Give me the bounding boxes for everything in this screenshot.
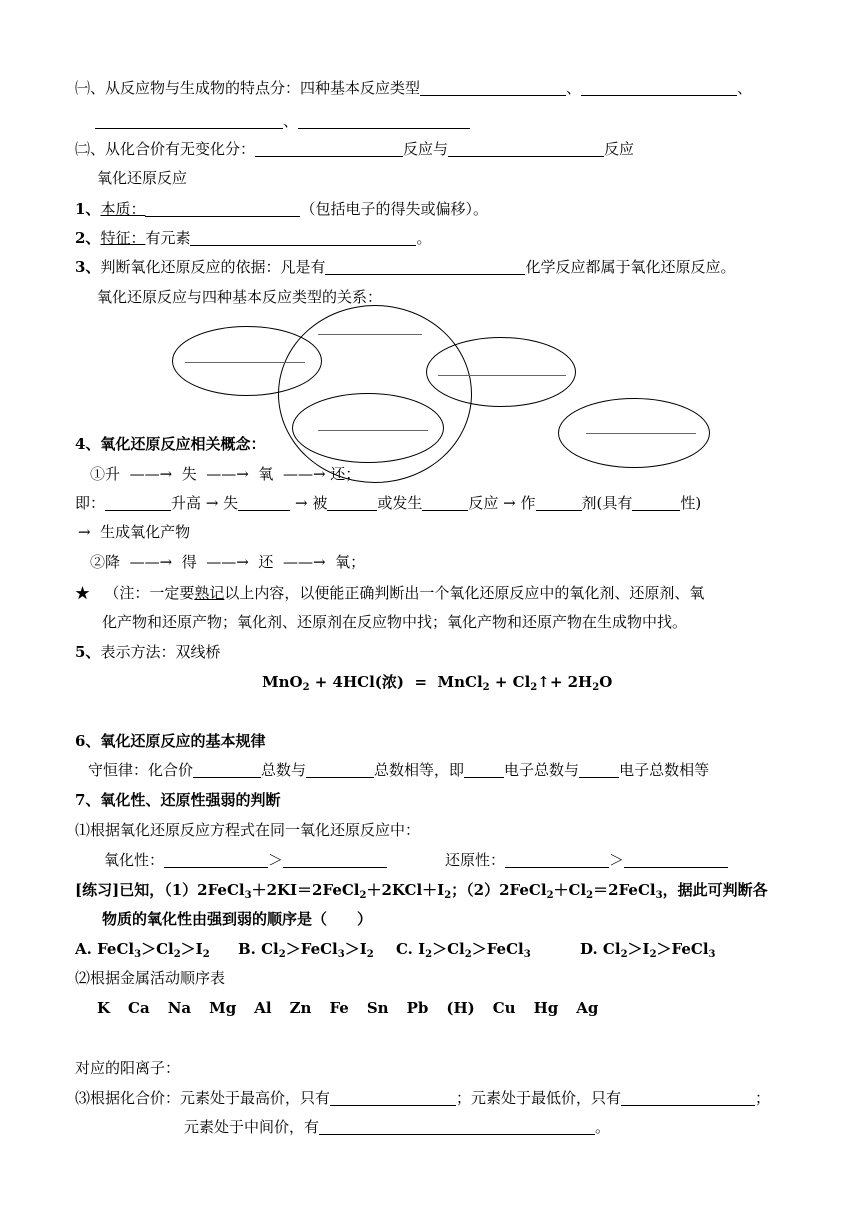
blank-12[interactable] — [327, 495, 377, 511]
classification-basic-line: ㈠、从反应物与生成物的特点分：四种基本反应类型 、 、 — [75, 79, 753, 97]
metal-zn: Zn — [289, 999, 312, 1017]
blank-18[interactable] — [464, 762, 504, 778]
blank-21[interactable] — [283, 852, 387, 868]
relation-title: 氧化还原反应与四种基本反应类型的关系： — [97, 288, 383, 306]
classification-valence-line: ㈡、从化合价有无变化分： 反应与 反应 — [75, 140, 635, 158]
blank-19[interactable] — [579, 762, 619, 778]
method-1: ⑴根据氧化还原反应方程式在同一氧化还原反应中： — [75, 821, 421, 839]
blank-15[interactable] — [632, 495, 680, 511]
conservation-law: 守恒律：化合价 总数与 总数相等，即 电子总数与 电子总数相等 — [88, 761, 710, 779]
option-c[interactable]: C. $I_2>Cl_2>FeCl_3$ — [396, 940, 531, 960]
metal-h: (H) — [446, 999, 475, 1017]
blank-1[interactable] — [420, 80, 566, 96]
blank-2[interactable] — [581, 80, 737, 96]
metal-hg: Hg — [533, 999, 559, 1017]
redox-title: 氧化还原反应 — [97, 169, 188, 187]
note-line-2: 化产物和还原产物；氧化剂、还原剂在反应物中找；氧化产物和还原产物在生成物中找。 — [102, 613, 688, 631]
metal-ag: Ag — [576, 999, 599, 1017]
blank-20[interactable] — [164, 852, 268, 868]
blank-10[interactable] — [105, 495, 171, 511]
item-concepts: 4、氧化还原反应相关概念： — [75, 435, 266, 453]
combination-ellipse — [172, 326, 322, 396]
blank-8[interactable] — [190, 230, 416, 246]
blank-13[interactable] — [422, 495, 468, 511]
option-b[interactable]: B. $Cl_2>FeCl_3>I_2$ — [238, 940, 374, 960]
note-line-1: ★ （注：一定要熟记以上内容，以便能正确判断出一个氧化还原反应中的氧化剂、还原剂、氧 — [75, 584, 705, 602]
metal-na: Na — [167, 999, 192, 1017]
metal-mg: Mg — [209, 999, 237, 1017]
blank-3[interactable] — [95, 113, 283, 129]
item-feature: 2、特征：有元素 。 — [75, 229, 432, 247]
compare-line: 氧化性： ＞ 还原性： ＞ — [104, 850, 728, 870]
item-strength: 7、氧化性、还原性强弱的判断 — [75, 791, 281, 809]
cation-label: 对应的阳离子： — [75, 1059, 181, 1077]
blank-22[interactable] — [505, 852, 609, 868]
option-a[interactable]: A. $FeCl_3>Cl_2>I_2$ — [75, 940, 210, 960]
method-3-line-2: 元素处于中间价，有 。 — [184, 1118, 611, 1136]
metal-cu: Cu — [492, 999, 516, 1017]
blank-25[interactable] — [621, 1090, 755, 1106]
metal-k: K — [97, 999, 111, 1017]
displacement-ellipse — [292, 393, 444, 463]
blank-6[interactable] — [448, 141, 604, 157]
star-icon: ★ — [75, 584, 91, 602]
metal-sn: Sn — [366, 999, 389, 1017]
blank-4[interactable] — [298, 113, 470, 129]
metal-al: Al — [254, 999, 272, 1017]
metal-ca: Ca — [128, 999, 150, 1017]
blank-11[interactable] — [238, 495, 290, 511]
option-d[interactable]: D. $Cl_2>I_2>FeCl_3$ — [580, 940, 716, 960]
metal-fe: Fe — [329, 999, 349, 1017]
method-3: ⑶根据化合价：元素处于最高价，只有 ；元素处于最低价，只有 ； — [75, 1089, 771, 1107]
item-representation: 5、表示方法：双线桥 — [75, 643, 221, 661]
blank-26[interactable] — [319, 1119, 595, 1135]
item-laws: 6、氧化还原反应的基本规律 — [75, 732, 266, 750]
redox-ellipse-blank[interactable] — [318, 334, 422, 335]
practice-line-2: 物质的氧化性由强到弱的顺序是（ ） — [102, 910, 373, 928]
blank-23[interactable] — [624, 852, 728, 868]
practice-line-1: [练习]已知，$(1)2FeCl_3+2KI=2FeCl_2+2KCl+I_2$；$(2)2FeCl_2+Cl_2=2FeCl_3$，据此可判断各 — [75, 881, 768, 901]
blank-24[interactable] — [330, 1090, 456, 1106]
blank-5[interactable] — [255, 141, 403, 157]
produce-oxidation-product: → 生成氧化产物 — [78, 523, 191, 541]
blank-17[interactable] — [306, 762, 374, 778]
item-criterion: 3、判断氧化还原反应的依据：凡是有 化学反应都属于氧化还原反应。 — [75, 258, 736, 276]
equation: MnO$_2$ + 4HCl(浓) = MnCl$_2$ + $Cl_2↑+ 2H_2O$ — [262, 673, 613, 693]
rule-rise: ①升 ——→ 失 ——→ 氧 ——→ 还； — [90, 465, 361, 483]
blank-9[interactable] — [325, 259, 525, 275]
double-decomposition-ellipse-blank[interactable] — [586, 433, 696, 434]
method-2: ⑵根据金属活动顺序表 — [75, 969, 226, 987]
item-essence: 1、本质： （包括电子的得失或偏移）。 — [75, 200, 488, 218]
blank-14[interactable] — [536, 495, 582, 511]
combination-ellipse-blank[interactable] — [185, 362, 305, 363]
rule-fall: ②降 ——→ 得 ——→ 还 ——→ 氧； — [90, 553, 366, 571]
blank-7[interactable] — [145, 201, 300, 217]
blank-16[interactable] — [193, 762, 261, 778]
displacement-ellipse-blank[interactable] — [318, 430, 428, 431]
classification-basic-line-2: 、 — [95, 111, 470, 131]
metal-activity-series — [97, 998, 616, 1018]
decomposition-ellipse — [426, 337, 576, 407]
rise-detail-line: 即： 升高 → 失 → 被 或发生 反应 → 作 剂(具有 性) — [75, 494, 702, 512]
metal-pb: Pb — [406, 999, 429, 1017]
decomposition-ellipse-blank[interactable] — [438, 375, 566, 376]
